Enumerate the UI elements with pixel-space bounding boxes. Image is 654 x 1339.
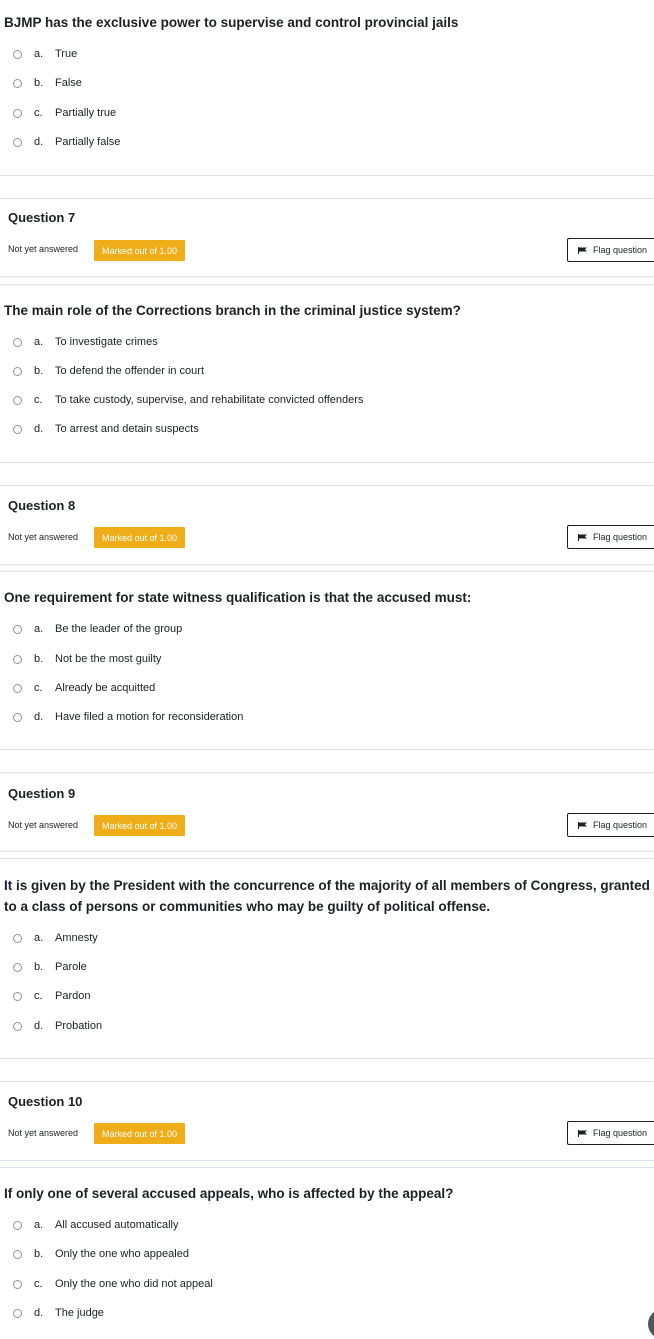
- marked-badge: Marked out of 1.00: [94, 527, 185, 548]
- radio-icon[interactable]: [13, 625, 22, 634]
- option-c[interactable]: [13, 988, 90, 1004]
- question-state: Not yet answered: [8, 820, 79, 830]
- divider: [0, 462, 654, 463]
- radio-icon[interactable]: [13, 79, 22, 88]
- divider: [0, 749, 654, 750]
- option-c[interactable]: [13, 392, 363, 408]
- option-letter: a.: [34, 336, 44, 348]
- radio-icon[interactable]: [13, 655, 22, 664]
- floating-action-button[interactable]: [648, 1309, 654, 1339]
- option-letter: c.: [34, 394, 43, 406]
- marked-badge: Marked out of 1.00: [94, 815, 185, 836]
- option-label: True: [55, 48, 78, 60]
- radio-icon[interactable]: [13, 338, 22, 347]
- radio-icon[interactable]: [13, 138, 22, 147]
- divider: [0, 1160, 654, 1161]
- radio-icon[interactable]: [13, 934, 22, 943]
- radio-icon[interactable]: [13, 50, 22, 59]
- flag-question-label: Flag question: [593, 1128, 648, 1138]
- option-d[interactable]: [13, 421, 199, 437]
- option-b[interactable]: [13, 75, 82, 91]
- option-letter: d.: [34, 136, 44, 148]
- radio-icon[interactable]: [13, 367, 22, 376]
- option-a[interactable]: [13, 334, 158, 350]
- option-a[interactable]: [13, 930, 98, 946]
- option-d[interactable]: [13, 134, 120, 150]
- option-a[interactable]: [13, 46, 77, 62]
- radio-icon[interactable]: [13, 713, 22, 722]
- flag-question-button[interactable]: [567, 525, 654, 549]
- option-letter: a.: [34, 48, 44, 60]
- option-label: Not be the most guilty: [55, 653, 162, 665]
- option-a[interactable]: [13, 1217, 179, 1233]
- question-state: Not yet answered: [8, 532, 79, 542]
- question-state: Not yet answered: [8, 1128, 79, 1138]
- option-label: Be the leader of the group: [55, 623, 183, 635]
- option-label: Amnesty: [55, 932, 98, 944]
- option-label: To arrest and detain suspects: [55, 423, 199, 435]
- option-label: Pardon: [55, 990, 91, 1002]
- option-letter: b.: [34, 365, 44, 377]
- option-d[interactable]: [13, 1305, 104, 1321]
- flag-icon: [578, 534, 587, 541]
- flag-question-label: Flag question: [593, 820, 648, 830]
- option-letter: b.: [34, 77, 44, 89]
- divider: [0, 1167, 654, 1168]
- option-letter: b.: [34, 961, 44, 973]
- option-letter: d.: [34, 423, 44, 435]
- divider: [0, 198, 654, 199]
- radio-icon[interactable]: [13, 396, 22, 405]
- option-d[interactable]: [13, 709, 243, 725]
- option-letter: a.: [34, 1219, 44, 1231]
- option-label: To take custody, supervise, and rehabilitate convicted offenders: [55, 394, 364, 406]
- question-title: Question 9: [8, 786, 76, 801]
- option-label: Probation: [55, 1020, 103, 1032]
- option-letter: a.: [34, 623, 44, 635]
- divider: [0, 175, 654, 176]
- divider: [0, 564, 654, 565]
- option-letter: c.: [34, 682, 43, 694]
- flag-icon: [578, 247, 587, 254]
- option-letter: d.: [34, 1020, 44, 1032]
- question-title: Question 10: [8, 1094, 83, 1109]
- question-text: If only one of several accused appeals, who is affected by the appeal?: [4, 1186, 454, 1201]
- option-letter: d.: [34, 711, 44, 723]
- option-label: To defend the offender in court: [55, 365, 205, 377]
- question-text: It is given by the President with the concurrence of the majority of all members of Congress, granted to a class of persons or communities who may be guilty of political offense.: [4, 878, 650, 914]
- question-text: One requirement for state witness qualification is that the accused must:: [4, 590, 472, 605]
- option-letter: b.: [34, 1248, 44, 1260]
- flag-icon: [578, 822, 587, 829]
- marked-badge: Marked out of 1.00: [94, 240, 185, 261]
- divider: [0, 485, 654, 486]
- question-title: Question 8: [8, 498, 76, 513]
- option-letter: a.: [34, 932, 44, 944]
- option-label: Already be acquitted: [55, 682, 156, 694]
- option-label: All accused automatically: [55, 1219, 179, 1231]
- divider: [0, 772, 654, 773]
- option-label: False: [55, 77, 82, 89]
- question-state: Not yet answered: [8, 244, 79, 254]
- question-title: Question 7: [8, 210, 76, 225]
- flag-question-button[interactable]: [567, 813, 654, 837]
- divider: [0, 276, 654, 277]
- divider: [0, 851, 654, 852]
- marked-badge: Marked out of 1.00: [94, 1123, 185, 1144]
- option-label: Only the one who appealed: [55, 1248, 189, 1260]
- divider: [0, 1081, 654, 1082]
- option-c[interactable]: [13, 1276, 213, 1292]
- option-letter: c.: [34, 1278, 43, 1290]
- option-label: Have filed a motion for reconsideration: [55, 711, 244, 723]
- option-b[interactable]: [13, 959, 87, 975]
- flag-question-button[interactable]: [567, 1121, 654, 1145]
- flag-icon: [578, 1130, 587, 1137]
- option-letter: b.: [34, 653, 44, 665]
- option-label: Partially false: [55, 136, 121, 148]
- radio-icon[interactable]: [13, 1309, 22, 1318]
- radio-icon[interactable]: [13, 684, 22, 693]
- radio-icon[interactable]: [13, 1022, 22, 1031]
- option-b[interactable]: [13, 1246, 189, 1262]
- option-letter: d.: [34, 1307, 44, 1319]
- flag-question-label: Flag question: [593, 532, 648, 542]
- question-text: BJMP has the exclusive power to supervise and control provincial jails: [4, 15, 459, 30]
- option-label: Partially true: [55, 107, 117, 119]
- radio-icon[interactable]: [13, 963, 22, 972]
- option-c[interactable]: [13, 680, 155, 696]
- option-d[interactable]: [13, 1018, 102, 1034]
- radio-icon[interactable]: [13, 109, 22, 118]
- option-c[interactable]: [13, 105, 116, 121]
- divider: [0, 284, 654, 285]
- radio-icon[interactable]: [13, 425, 22, 434]
- flag-question-label: Flag question: [593, 245, 648, 255]
- option-label: Only the one who did not appeal: [55, 1278, 213, 1290]
- flag-question-button[interactable]: [567, 238, 654, 262]
- option-b[interactable]: [13, 651, 161, 667]
- question-text: The main role of the Corrections branch in the criminal justice system?: [4, 303, 461, 318]
- radio-icon[interactable]: [13, 1221, 22, 1230]
- divider: [0, 1058, 654, 1059]
- divider: [0, 571, 654, 572]
- option-a[interactable]: [13, 621, 182, 637]
- option-b[interactable]: [13, 363, 204, 379]
- option-letter: c.: [34, 107, 43, 119]
- option-letter: c.: [34, 990, 43, 1002]
- option-label: The judge: [55, 1307, 104, 1319]
- radio-icon[interactable]: [13, 1250, 22, 1259]
- option-label: Parole: [55, 961, 87, 973]
- option-label: To investigate crimes: [55, 336, 158, 348]
- divider: [0, 858, 654, 859]
- radio-icon[interactable]: [13, 992, 22, 1001]
- radio-icon[interactable]: [13, 1280, 22, 1289]
